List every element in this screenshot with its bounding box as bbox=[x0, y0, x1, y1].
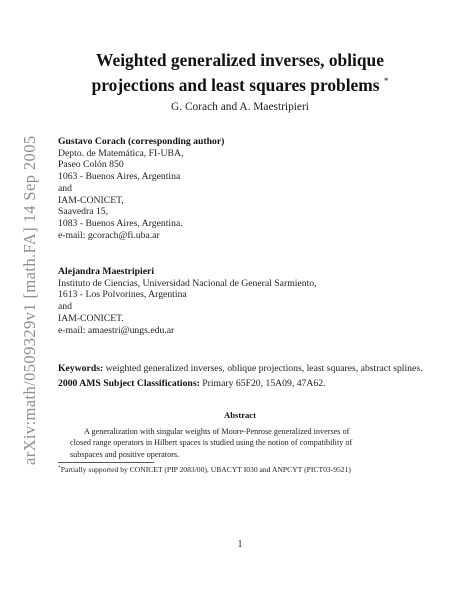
author1-email: e-mail: gcorach@fi.uba.ar bbox=[58, 229, 160, 241]
author1-line: Paseo Colón 850 bbox=[58, 159, 124, 171]
page-number: 1 bbox=[237, 539, 243, 550]
arxiv-stamp: arXiv:math/0509329v1 [math.FA] 14 Sep 2005 bbox=[20, 135, 39, 465]
footnote bbox=[58, 465, 351, 474]
author1-line: 1083 - Buenos Aires, Argentina. bbox=[58, 217, 183, 229]
keywords bbox=[58, 363, 423, 375]
abstract-line: closed range operators in Hilbert spaces is studied using the notion of compatibility of bbox=[70, 438, 353, 448]
title-footnote-mark: * bbox=[383, 76, 389, 86]
author2-line: Instituto de Ciencias, Universidad Nacional de General Sarmiento, bbox=[58, 277, 317, 289]
abstract-body bbox=[70, 426, 412, 460]
keywords-text: weighted generalized inverses, oblique projections, least squares, abstract splines. bbox=[105, 363, 423, 374]
abstract-line: A generalization with singular weights of Moore-Penrose generalized inverses of bbox=[84, 427, 350, 436]
author2-name: Alejandra Maestripieri bbox=[58, 266, 155, 277]
author1-affiliation bbox=[58, 136, 224, 241]
author2-line: IAM-CONICET. bbox=[58, 312, 124, 324]
footnote-mark: * bbox=[58, 465, 61, 471]
author1-line: Saavedra 15, bbox=[58, 206, 109, 218]
footnote-rule bbox=[58, 462, 154, 463]
paper-title-line-1 bbox=[40, 50, 440, 71]
ams-classification bbox=[58, 378, 326, 390]
footnote-text: Partially supported by CONICET (PIP 2083/00), UBACYT I030 and ANPCYT (PICT03-9521) bbox=[60, 465, 351, 474]
abstract-heading: Abstract bbox=[224, 410, 256, 420]
paper-title-line-2 bbox=[40, 71, 440, 96]
author2-line: 1613 - Los Polvorines, Argentina bbox=[58, 289, 187, 301]
author2-affiliation bbox=[58, 266, 317, 336]
ams-text: Primary 65F20, 15A09, 47A62. bbox=[202, 378, 326, 389]
author1-name: Gustavo Corach (corresponding author) bbox=[58, 136, 225, 147]
author1-line: and bbox=[58, 182, 72, 194]
author1-line: IAM-CONICET, bbox=[58, 194, 124, 206]
keywords-label: Keywords: bbox=[58, 363, 104, 374]
author1-line: Depto. de Matemática, FI-UBA, bbox=[58, 147, 184, 159]
abstract-line: subspaces and positive operators. bbox=[70, 449, 180, 459]
ams-label: 2000 AMS Subject Classifications: bbox=[58, 378, 200, 389]
title-text-1: Weighted generalized inverses, oblique bbox=[96, 50, 384, 70]
author2-line: and bbox=[58, 301, 72, 313]
author-list: G. Corach and A. Maestripieri bbox=[171, 101, 309, 113]
title-text-2: projections and least squares problems bbox=[91, 75, 380, 95]
author2-email: e-mail: amaestri@ungs.edu.ar bbox=[58, 324, 175, 336]
author1-line: 1063 - Buenos Aires, Argentina bbox=[58, 171, 181, 183]
